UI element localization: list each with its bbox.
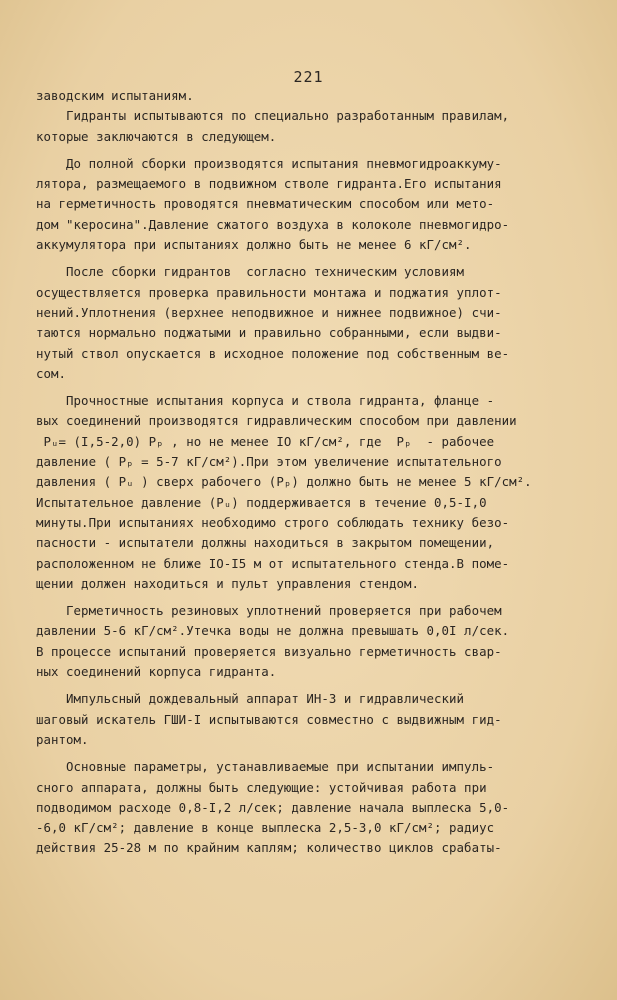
text-line: дом "керосина".Давление сжатого воздуха в колоколе пневмогидро- <box>36 216 510 232</box>
text-line: Импульсный дождевальный аппарат ИН-3 и гидравлический <box>36 691 465 707</box>
text-line: давлении 5-6 кГ/см².Утечка воды не должна превышать 0,0I л/сек. <box>36 623 510 639</box>
text-line: давление ( Pₚ = 5-7 кГ/см²).При этом увеличение испытательного <box>36 454 502 470</box>
paragraph <box>36 689 596 750</box>
text-line: аккумулятора при испытаниях должно быть не менее 6 кГ/см². <box>36 237 472 253</box>
text-line: на герметичность проводятся пневматическим способом или мето- <box>36 196 495 212</box>
text-line: ных соединений корпуса гидранта. <box>36 664 277 680</box>
text-line: подводимом расходе 0,8-I,2 л/сек; давление начала выплеска 5,0- <box>36 799 510 815</box>
text-line: рантом. <box>36 731 89 747</box>
text-line: заводским испытаниям. <box>36 88 194 103</box>
text-line: давления ( Pᵤ ) сверх рабочего (Pₚ) должно быть не менее 5 кГ/см². <box>36 474 532 490</box>
paragraph-gap <box>36 384 596 391</box>
paragraph <box>36 154 596 255</box>
text-line: Основные параметры, устанавливаемые при испытании импуль- <box>36 759 495 775</box>
text-line: осуществляется проверка правильности монтажа и поджатия уплот- <box>36 284 502 300</box>
page-number: 221 <box>293 68 324 86</box>
text-line: Pᵤ= (I,5-2,0) Pₚ , но не менее IO кГ/см², где Pₚ - рабочее <box>36 433 495 449</box>
text-line: В процессе испытаний проверяется визуально герметичность свар- <box>36 643 502 659</box>
text-line: нутый ствол опускается в исходное положение под собственным ве- <box>36 345 510 361</box>
paragraph <box>36 757 596 858</box>
paragraph <box>36 262 596 384</box>
text-line: нений.Уплотнения (верхнее неподвижное и нижнее подвижное) счи- <box>36 304 502 320</box>
text-line: вых соединений производятся гидравлическим способом при давлении <box>36 413 517 429</box>
text-line: До полной сборки производятся испытания пневмогидроаккуму- <box>36 155 502 171</box>
text-line: Прочностные испытания корпуса и ствола гидранта, фланце - <box>36 393 495 409</box>
paragraph-gap <box>36 594 596 601</box>
text-line: шаговый искатель ГШИ-I испытываются совместно с выдвижным гид- <box>36 711 502 727</box>
text-line: Испытательное давление (Pᵤ) поддерживается в течение 0,5-I,0 <box>36 494 487 510</box>
text-line: минуты.При испытаниях необходимо строго соблюдать технику безо- <box>36 514 510 530</box>
paragraph-gap <box>36 147 596 154</box>
paragraph <box>36 601 596 682</box>
paragraph <box>36 391 596 594</box>
paragraph <box>36 86 596 106</box>
text-line: сом. <box>36 365 67 381</box>
text-line: расположенном не ближе IO-I5 м от испытательного стенда.В поме- <box>36 555 510 571</box>
text-line: После сборки гидрантов согласно техническим условиям <box>36 264 465 280</box>
text-line: Герметичность резиновых уплотнений проверяется при рабочем <box>36 603 502 619</box>
text-line: которые заключаются в следующем. <box>36 128 277 144</box>
body-text <box>36 86 596 859</box>
paragraph-gap <box>36 682 596 689</box>
paragraph-gap <box>36 750 596 757</box>
paragraph <box>36 106 596 147</box>
text-line: лятора, размещаемого в подвижном стволе гидранта.Его испытания <box>36 176 502 192</box>
text-line: щении должен находиться и пульт управления стендом. <box>36 575 419 591</box>
text-line: таются нормально поджатыми и правильно собранными, если выдви- <box>36 325 502 341</box>
text-line: пасности - испытатели должны находиться в закрытом помещении, <box>36 535 495 551</box>
text-line: Гидранты испытываются по специально разработанным правилам, <box>36 108 510 124</box>
text-line: действия 25-28 м по крайним каплям; количество циклов срабаты- <box>36 840 502 856</box>
text-line: -6,0 кГ/см²; давление в конце выплеска 2,5-3,0 кГ/см²; радиус <box>36 820 495 836</box>
text-line: сного аппарата, должны быть следующие: устойчивая работа при <box>36 779 487 795</box>
paragraph-gap <box>36 255 596 262</box>
